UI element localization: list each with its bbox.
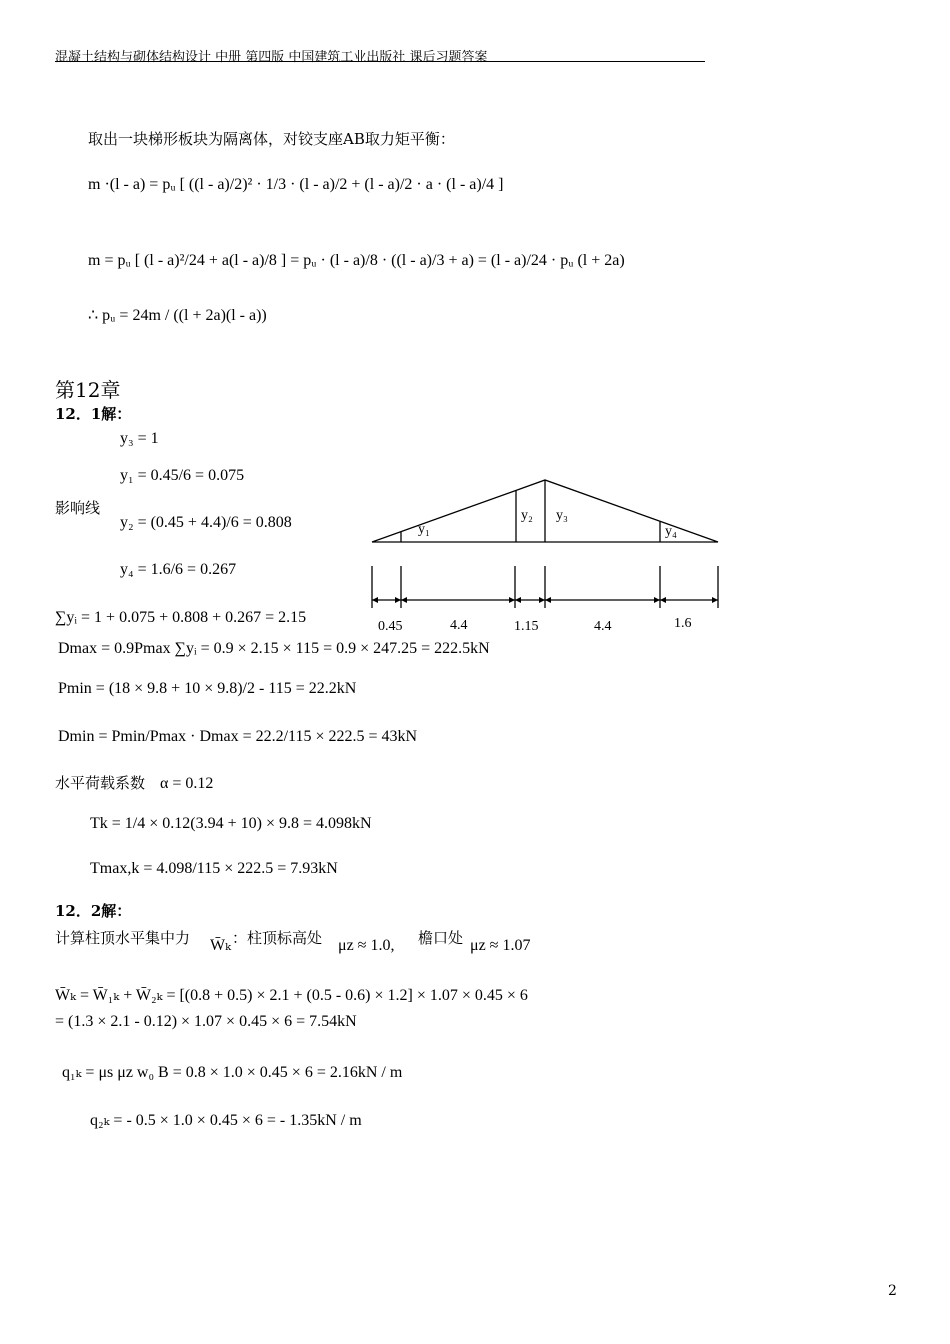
page-header: 混凝土结构与砌体结构设计 中册 第四版 中国建筑工业出版社 课后习题答案 bbox=[55, 50, 488, 65]
page-number: 2 bbox=[888, 1283, 897, 1299]
q1k-equation: q₁ₖ = μs μz w₀ B = 0.8 × 1.0 × 0.45 × 6 = 2.16kN / m bbox=[62, 1064, 403, 1081]
dim-0-45: 0.45 bbox=[378, 619, 403, 634]
moment-equation-2: m = pᵤ [ (l - a)²/24 + a(l - a)/8 ] = pᵤ · (l - a)/8 · ((l - a)/3 + a) = (l - a)/24 · pᵤ (l + 2a) bbox=[88, 252, 625, 269]
dim-4-4-right: 4.4 bbox=[594, 619, 612, 634]
y1-equation: y₁ = 0.45/6 = 0.075 bbox=[120, 467, 245, 484]
pu-result-equation: ∴ pᵤ = 24m / ((l + 2a)(l - a)) bbox=[88, 307, 267, 324]
header-rule bbox=[55, 61, 705, 62]
y3-equation: y₃ = 1 bbox=[120, 430, 159, 447]
tmax-equation: Tmax,k = 4.098/115 × 222.5 = 7.93kN bbox=[90, 860, 338, 877]
wk-equation-line-1: W̄ₖ = W̄₁ₖ + W̄₂ₖ = [(0.8 + 0.5) × 2.1 + (0.5 - 0.6) × 1.2] × 1.07 × 0.45 × 6 bbox=[55, 987, 528, 1004]
dmax-equation: Dmax = 0.9Pmax ∑yᵢ = 0.9 × 2.15 × 115 = 0.9 × 247.25 = 222.5kN bbox=[58, 640, 490, 657]
label-y1: y₁ bbox=[418, 522, 430, 537]
y4-equation: y₄ = 1.6/6 = 0.267 bbox=[120, 561, 237, 578]
wk-symbol: W̄ₖ bbox=[210, 937, 231, 954]
label-y4: y₄ bbox=[665, 524, 677, 539]
alpha-value: α = 0.12 bbox=[160, 775, 214, 792]
y2-equation: y₂ = (0.45 + 4.4)/6 = 0.808 bbox=[120, 514, 292, 531]
dim-1-15: 1.15 bbox=[514, 619, 539, 634]
label-y2: y₂ bbox=[521, 508, 533, 523]
pmin-equation: Pmin = (18 × 9.8 + 10 × 9.8)/2 - 115 = 22.2kN bbox=[58, 680, 357, 697]
eave-text: 檐口处 bbox=[418, 929, 464, 947]
problem-12-1-heading: 12．1解： bbox=[55, 405, 132, 423]
column-top-elevation-text: ：柱顶标高处 bbox=[232, 929, 323, 947]
q2k-equation: q₂ₖ = - 0.5 × 1.0 × 0.45 × 6 = - 1.35kN / m bbox=[90, 1112, 362, 1129]
mu-z-column-top: μz ≈ 1.0, bbox=[338, 937, 395, 954]
label-y3: y₃ bbox=[556, 508, 568, 523]
tk-equation: Tk = 1/4 × 0.12(3.94 + 10) × 9.8 = 4.098kN bbox=[90, 815, 372, 832]
dim-1-6: 1.6 bbox=[674, 616, 692, 631]
moment-equation-1: m ·(l - a) = pᵤ [ ((l - a)/2)² · 1/3 · (l - a)/2 + (l - a)/2 · a · (l - a)/4 ] bbox=[88, 176, 504, 193]
column-top-force-text: 计算柱顶水平集中力 bbox=[55, 929, 191, 947]
influence-line-label: 影响线 bbox=[55, 499, 101, 517]
mu-z-eave: μz ≈ 1.07 bbox=[470, 937, 531, 954]
influence-line-diagram bbox=[360, 470, 730, 635]
dmin-equation: Dmin = Pmin/Pmax · Dmax = 22.2/115 × 222.5 = 43kN bbox=[58, 728, 418, 745]
intro-text: 取出一块梯形板块为隔离体，对铰支座AB取力矩平衡： bbox=[88, 130, 455, 148]
sum-yi-equation: ∑yᵢ = 1 + 0.075 + 0.808 + 0.267 = 2.15 bbox=[55, 609, 307, 626]
wk-equation-line-2: = (1.3 × 2.1 - 0.12) × 1.07 × 0.45 × 6 = 7.54kN bbox=[55, 1013, 357, 1030]
horizontal-load-coeff-label: 水平荷载系数 bbox=[55, 774, 146, 792]
chapter-title: 第12章 bbox=[55, 378, 121, 402]
dim-4-4-left: 4.4 bbox=[450, 618, 468, 633]
problem-12-2-heading: 12．2解： bbox=[55, 902, 132, 920]
